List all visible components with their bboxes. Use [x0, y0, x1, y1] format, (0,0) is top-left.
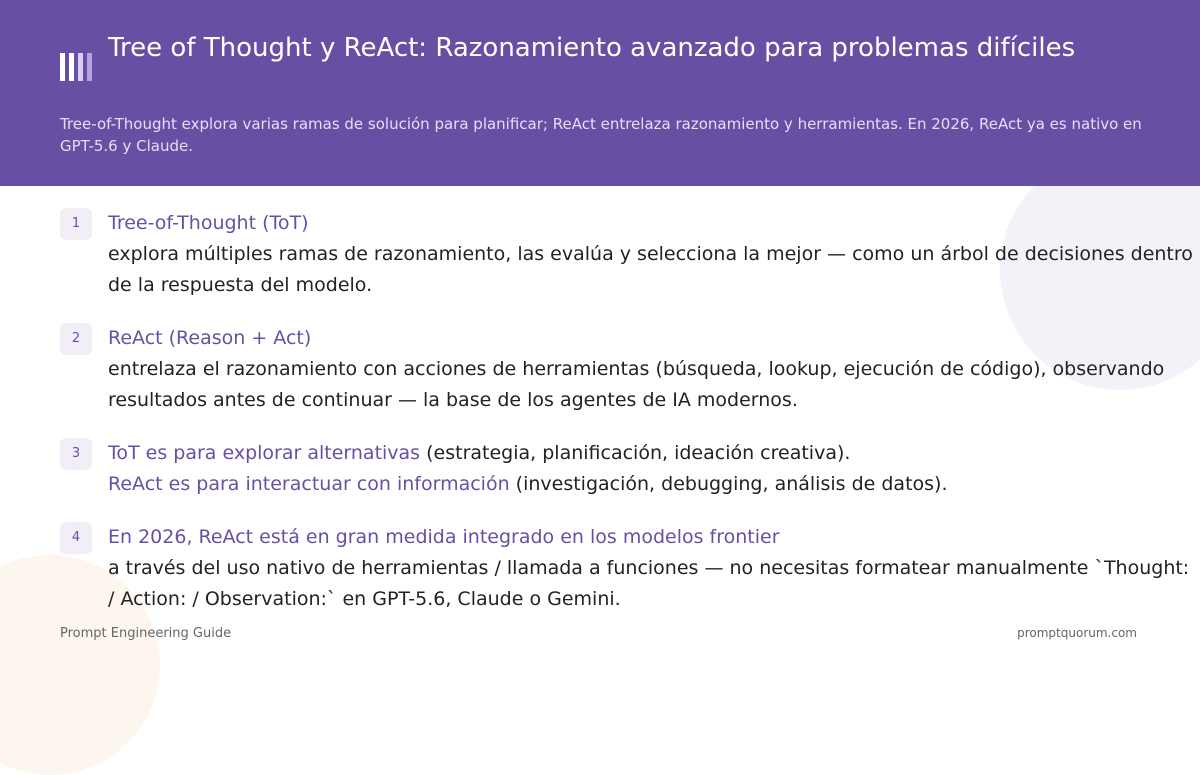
page-subtitle: Tree-of-Thought explora varias ramas de solución para planificar; ReAct entrelaza razonamiento y herramientas. En 2026, ReAct ya es nativo en GPT-5.6 y Claude.	[60, 115, 1142, 155]
item-number-badge: 4	[60, 522, 92, 554]
item-heading: En 2026, ReAct está en gran medida integrado en los modelos frontier	[108, 526, 780, 548]
item-line-2	[108, 469, 948, 499]
item-text: (investigación, debugging, análisis de datos).	[509, 473, 948, 495]
item-number-badge: 1	[60, 208, 92, 240]
item-highlight: ReAct es para interactuar con información	[108, 473, 510, 495]
item-body: explora múltiples ramas de razonamiento, las evalúa y selecciona la mejor — como un árbol de decisiones dentro de la respuesta del modelo.	[108, 243, 1193, 296]
item-heading: Tree-of-Thought (ToT)	[108, 212, 309, 234]
item-highlight: ToT es para explorar alternativas	[108, 442, 421, 464]
bars-logo-icon	[60, 53, 94, 81]
item-number-badge: 2	[60, 323, 92, 355]
footer-guide-label: Prompt Engineering Guide	[60, 626, 232, 641]
item-body: a través del uso nativo de herramientas / llamada a funciones — no necesitas formatear manualmente `Thought: / Action: / Observation:` en GPT-5.6, Claude o Gemini.	[108, 557, 1190, 610]
header-banner	[0, 0, 1200, 186]
footer-site-link[interactable]: promptquorum.com	[1017, 626, 1137, 640]
page-title: Tree of Thought y ReAct: Razonamiento avanzado para problemas difíciles	[108, 33, 1076, 63]
item-text: (estrategia, planificación, ideación creativa).	[420, 442, 851, 464]
item-body: entrelaza el razonamiento con acciones de herramientas (búsqueda, lookup, ejecución de código), observando resultados antes de continuar — la base de los agentes de IA modernos.	[108, 358, 1165, 411]
item-number-badge: 3	[60, 438, 92, 470]
item-heading: ReAct (Reason + Act)	[108, 327, 312, 349]
item-line-1	[108, 438, 850, 468]
